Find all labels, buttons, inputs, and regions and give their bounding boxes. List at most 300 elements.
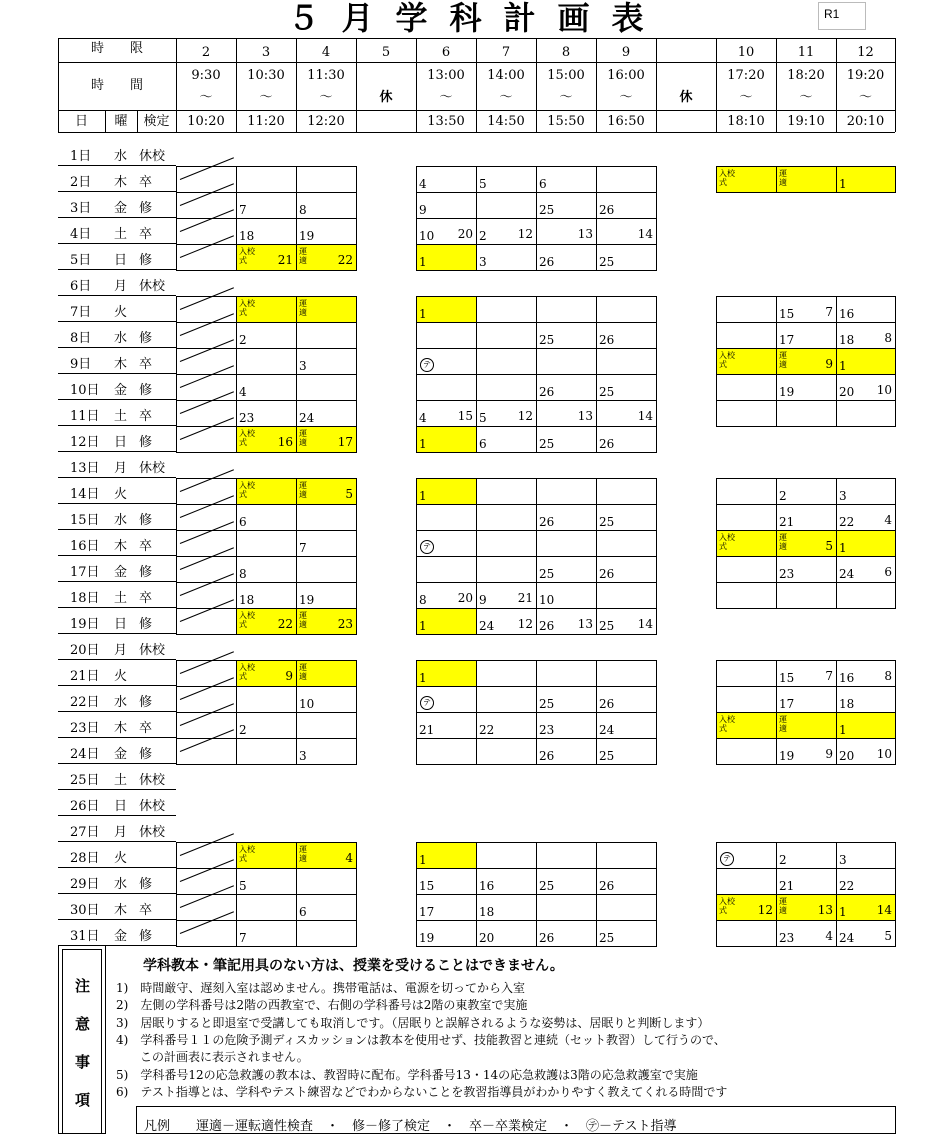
cell-label: 入校 式 bbox=[719, 715, 735, 733]
lesson-number: 26 bbox=[599, 333, 615, 347]
schedule-cell bbox=[476, 504, 537, 531]
kentei-label: 休校 bbox=[139, 799, 166, 814]
slash-cell bbox=[176, 582, 237, 609]
weekday-label: 水 bbox=[114, 149, 128, 164]
lesson-number: 25 bbox=[599, 385, 615, 399]
schedule-cell bbox=[596, 556, 657, 583]
lesson-number: 21 bbox=[779, 515, 795, 529]
kentei-label: 卒 bbox=[139, 591, 153, 606]
schedule-cell bbox=[596, 712, 657, 739]
slash-cell bbox=[176, 400, 237, 427]
evening-break-label: 休 bbox=[679, 90, 693, 105]
slash-cell bbox=[176, 868, 237, 895]
weekday-label: 金 bbox=[114, 201, 128, 216]
lesson-number-right: 9 bbox=[825, 357, 833, 371]
schedule-cell bbox=[596, 244, 657, 271]
schedule-cell bbox=[776, 530, 837, 557]
lesson-number: 1 bbox=[419, 437, 427, 451]
weekday-label: 木 bbox=[114, 357, 128, 372]
lesson-number: 18 bbox=[239, 229, 255, 243]
period-end-time: 11:20 bbox=[247, 114, 285, 129]
lesson-number-right: 9 bbox=[285, 669, 293, 683]
cell-label: 入校 式 bbox=[239, 481, 255, 499]
tilde-mark: 〜 bbox=[259, 90, 273, 105]
schedule-cell bbox=[236, 218, 297, 245]
schedule-cell bbox=[536, 894, 597, 921]
lesson-number: 19 bbox=[299, 229, 315, 243]
cell-label: 入校 式 bbox=[719, 351, 735, 369]
schedule-cell bbox=[236, 660, 297, 687]
kentei-label: 卒 bbox=[139, 539, 153, 554]
day-label: 17日 bbox=[70, 565, 100, 580]
lesson-number: 19 bbox=[779, 385, 795, 399]
jigen-label: 時 限 bbox=[90, 41, 143, 56]
lesson-number: 18 bbox=[479, 905, 495, 919]
lesson-number: 22 bbox=[839, 879, 855, 893]
schedule-cell bbox=[416, 582, 477, 609]
schedule-cell bbox=[416, 504, 477, 531]
day-label: 14日 bbox=[70, 487, 100, 502]
schedule-cell bbox=[476, 556, 537, 583]
kentei-label: 休校 bbox=[139, 149, 166, 164]
slash-cell bbox=[176, 608, 237, 635]
row-underline bbox=[58, 789, 176, 790]
lesson-number: 16 bbox=[839, 671, 855, 685]
slash-cell bbox=[176, 504, 237, 531]
row-underline bbox=[58, 243, 176, 244]
day-label: 12日 bbox=[70, 435, 100, 450]
schedule-cell bbox=[416, 322, 477, 349]
lesson-number: 6 bbox=[299, 905, 307, 919]
period-end-time: 13:50 bbox=[427, 114, 465, 129]
weekday-label: 土 bbox=[114, 227, 128, 242]
schedule-cell bbox=[836, 296, 896, 323]
lesson-number: 6 bbox=[539, 177, 547, 191]
weekday-label: 月 bbox=[114, 643, 128, 658]
lesson-number: 1 bbox=[419, 255, 427, 269]
slash-cell bbox=[176, 374, 237, 401]
schedule-cell bbox=[296, 296, 357, 323]
schedule-cell bbox=[716, 582, 777, 609]
schedule-cell bbox=[776, 374, 837, 401]
schedule-cell bbox=[776, 842, 837, 869]
weekday-label: 月 bbox=[114, 461, 128, 476]
schedule-cell bbox=[776, 738, 837, 765]
cell-label: 運 適 bbox=[779, 169, 787, 187]
cell-label: 運 適 bbox=[779, 533, 787, 551]
schedule-cell bbox=[296, 920, 357, 947]
schedule-cell bbox=[536, 504, 597, 531]
kentei-label: 修 bbox=[139, 617, 153, 632]
period-end-time: 14:50 bbox=[487, 114, 525, 129]
notes-headline: 学科教本・筆記用具のない方は、授業を受けることはできません。 bbox=[143, 958, 564, 974]
schedule-cell bbox=[776, 660, 837, 687]
schedule-cell bbox=[236, 608, 297, 635]
day-label: 1日 bbox=[70, 149, 92, 164]
test-guidance-mark: テ bbox=[720, 852, 734, 866]
schedule-cell bbox=[296, 348, 357, 375]
lesson-number: 18 bbox=[839, 333, 855, 347]
tilde-mark: 〜 bbox=[799, 90, 813, 105]
schedule-cell bbox=[836, 504, 896, 531]
slash-cell bbox=[176, 842, 237, 869]
kentei-label: 修 bbox=[139, 695, 153, 710]
lesson-number: 3 bbox=[839, 489, 847, 503]
notes-side-char: 項 bbox=[75, 1091, 91, 1109]
schedule-cell bbox=[536, 400, 597, 427]
schedule-cell bbox=[716, 660, 777, 687]
kentei-label: 修 bbox=[139, 435, 153, 450]
schedule-cell bbox=[236, 920, 297, 947]
lesson-number-right: 4 bbox=[345, 851, 353, 865]
schedule-cell bbox=[476, 166, 537, 193]
day-label: 19日 bbox=[70, 617, 100, 632]
row-underline bbox=[58, 919, 176, 920]
kentei-label: 卒 bbox=[139, 357, 153, 372]
schedule-cell bbox=[416, 868, 477, 895]
period-start-time: 10:30 bbox=[247, 68, 285, 83]
weekday-label: 水 bbox=[114, 877, 128, 892]
lesson-number: 21 bbox=[419, 723, 435, 737]
schedule-cell bbox=[596, 478, 657, 505]
schedule-cell bbox=[236, 504, 297, 531]
schedule-cell bbox=[716, 894, 777, 921]
weekday-label: 木 bbox=[114, 721, 128, 736]
schedule-cell bbox=[476, 374, 537, 401]
period-end-time: 12:20 bbox=[307, 114, 345, 129]
row-underline bbox=[58, 763, 176, 764]
period-start-time: 13:00 bbox=[427, 68, 465, 83]
lesson-number: 26 bbox=[539, 255, 555, 269]
cell-label: 入校 式 bbox=[719, 169, 735, 187]
schedule-cell bbox=[416, 192, 477, 219]
kentei-label: 修 bbox=[139, 383, 153, 398]
tilde-mark: 〜 bbox=[499, 90, 513, 105]
slash-cell bbox=[176, 920, 237, 947]
lesson-number: 26 bbox=[599, 697, 615, 711]
day-label: 18日 bbox=[70, 591, 100, 606]
lesson-number: 25 bbox=[539, 697, 555, 711]
schedule-cell bbox=[836, 348, 896, 375]
schedule-cell bbox=[536, 192, 597, 219]
lesson-number: 25 bbox=[539, 879, 555, 893]
schedule-cell bbox=[716, 166, 777, 193]
lesson-number: 23 bbox=[779, 567, 795, 581]
schedule-cell bbox=[296, 374, 357, 401]
schedule-cell bbox=[296, 608, 357, 635]
schedule-cell bbox=[536, 842, 597, 869]
schedule-cell bbox=[776, 296, 837, 323]
lesson-number: 8 bbox=[299, 203, 307, 217]
lesson-number: 2 bbox=[239, 333, 247, 347]
period-start-time: 14:00 bbox=[487, 68, 525, 83]
schedule-cell bbox=[776, 166, 837, 193]
lesson-number: 26 bbox=[539, 515, 555, 529]
schedule-cell bbox=[836, 920, 896, 947]
day-label: 10日 bbox=[70, 383, 100, 398]
row-underline bbox=[58, 529, 176, 530]
day-col-label: 日 bbox=[74, 114, 88, 129]
kentei-label: 修 bbox=[139, 201, 153, 216]
tilde-mark: 〜 bbox=[619, 90, 633, 105]
schedule-cell bbox=[476, 660, 537, 687]
schedule-cell bbox=[476, 530, 537, 557]
schedule-cell bbox=[476, 686, 537, 713]
schedule-cell bbox=[716, 842, 777, 869]
lesson-number-right: 13 bbox=[577, 409, 593, 423]
lesson-number: 10 bbox=[539, 593, 555, 607]
lesson-number: 7 bbox=[299, 541, 307, 555]
slash-cell bbox=[176, 686, 237, 713]
schedule-cell bbox=[476, 244, 537, 271]
schedule-cell bbox=[596, 296, 657, 323]
cell-label: 運 適 bbox=[779, 351, 787, 369]
weekday-col-label: 曜 bbox=[114, 114, 128, 129]
slash-cell bbox=[176, 218, 237, 245]
schedule-cell bbox=[296, 192, 357, 219]
schedule-cell bbox=[236, 426, 297, 453]
lesson-number: 3 bbox=[479, 255, 487, 269]
schedule-cell bbox=[596, 400, 657, 427]
period-end-time: 19:10 bbox=[787, 114, 825, 129]
notes-side-char: 事 bbox=[75, 1053, 91, 1071]
schedule-cell bbox=[296, 686, 357, 713]
schedule-cell bbox=[596, 894, 657, 921]
lesson-number: 21 bbox=[779, 879, 795, 893]
day-label: 11日 bbox=[70, 409, 100, 424]
schedule-cell bbox=[776, 400, 837, 427]
row-underline bbox=[58, 867, 176, 868]
schedule-cell bbox=[836, 842, 896, 869]
lesson-number: 4 bbox=[419, 411, 427, 425]
schedule-cell bbox=[476, 322, 537, 349]
row-underline bbox=[58, 633, 176, 634]
note-item: 5) 学科番号12の応急救護の教本は、教習時に配布。学科番号13・14の応急救護は3階の応急救護室で実施 bbox=[116, 1067, 698, 1082]
schedule-cell bbox=[236, 166, 297, 193]
row-underline bbox=[58, 581, 176, 582]
diagonal-slash bbox=[180, 287, 234, 310]
row-underline bbox=[58, 555, 176, 556]
jikan-label: 時 間 bbox=[90, 78, 143, 93]
schedule-cell bbox=[536, 686, 597, 713]
lesson-number: 16 bbox=[839, 307, 855, 321]
lesson-number: 2 bbox=[239, 723, 247, 737]
row-underline bbox=[58, 399, 176, 400]
schedule-cell bbox=[596, 192, 657, 219]
day-label: 9日 bbox=[70, 357, 92, 372]
period-end-time: 18:10 bbox=[727, 114, 765, 129]
schedule-cell bbox=[236, 192, 297, 219]
lesson-number-right: 5 bbox=[825, 539, 833, 553]
lesson-number: 19 bbox=[419, 931, 435, 945]
schedule-cell bbox=[416, 920, 477, 947]
kentei-label: 修 bbox=[139, 877, 153, 892]
lesson-number: 25 bbox=[599, 931, 615, 945]
lesson-number: 18 bbox=[239, 593, 255, 607]
slash-cell bbox=[176, 244, 237, 271]
lesson-number: 19 bbox=[779, 749, 795, 763]
period-number: 9 bbox=[621, 45, 631, 60]
schedule-cell bbox=[776, 920, 837, 947]
lesson-number: 4 bbox=[419, 177, 427, 191]
weekday-label: 水 bbox=[114, 331, 128, 346]
lesson-number-right: 20 bbox=[457, 227, 473, 241]
row-underline bbox=[58, 607, 176, 608]
lesson-number-right: 4 bbox=[825, 929, 833, 943]
schedule-cell bbox=[236, 322, 297, 349]
schedule-cell bbox=[536, 296, 597, 323]
schedule-cell bbox=[416, 348, 477, 375]
row-underline bbox=[58, 815, 176, 816]
schedule-cell bbox=[476, 738, 537, 765]
schedule-cell bbox=[536, 218, 597, 245]
grid-line bbox=[656, 38, 657, 132]
kentei-label: 修 bbox=[139, 747, 153, 762]
kentei-label: 卒 bbox=[139, 227, 153, 242]
day-label: 22日 bbox=[70, 695, 100, 710]
schedule-cell bbox=[776, 556, 837, 583]
schedule-cell bbox=[536, 348, 597, 375]
row-underline bbox=[58, 477, 176, 478]
lesson-number: 1 bbox=[839, 177, 847, 191]
schedule-cell bbox=[296, 712, 357, 739]
lesson-number: 1 bbox=[839, 723, 847, 737]
schedule-cell bbox=[776, 322, 837, 349]
schedule-cell bbox=[596, 322, 657, 349]
schedule-cell bbox=[536, 244, 597, 271]
period-number: 8 bbox=[561, 45, 571, 60]
period-number: 5 bbox=[381, 45, 391, 60]
schedule-cell bbox=[716, 868, 777, 895]
row-underline bbox=[58, 893, 176, 894]
schedule-cell bbox=[836, 660, 896, 687]
lesson-number: 26 bbox=[599, 203, 615, 217]
schedule-cell bbox=[296, 738, 357, 765]
weekday-label: 水 bbox=[114, 513, 128, 528]
lesson-number: 15 bbox=[419, 879, 435, 893]
lesson-number: 20 bbox=[839, 385, 855, 399]
period-number: 10 bbox=[737, 45, 755, 60]
slash-cell bbox=[176, 348, 237, 375]
day-label: 26日 bbox=[70, 799, 100, 814]
day-label: 28日 bbox=[70, 851, 100, 866]
kentei-label: 卒 bbox=[139, 409, 153, 424]
lesson-number: 22 bbox=[479, 723, 495, 737]
schedule-cell bbox=[716, 478, 777, 505]
kentei-label: 修 bbox=[139, 331, 153, 346]
lesson-number: 2 bbox=[779, 489, 787, 503]
day-label: 24日 bbox=[70, 747, 100, 762]
note-item: 4) 学科番号１１の危険予測ディスカッションは教本を使用せず、技能教習と連続（セット教習）して行うので、 bbox=[116, 1032, 726, 1047]
lesson-number: 1 bbox=[839, 359, 847, 373]
lesson-number: 26 bbox=[539, 385, 555, 399]
note-item: 6) テスト指導とは、学科やテスト練習などでわからないことを教習指導員がわかりやすく教えてくれる時間です bbox=[116, 1084, 728, 1099]
note-item: 3) 居眠りすると即退室で受講しても取消しです。（居眠りと誤解されるような姿勢は、居眠りと判断します） bbox=[116, 1015, 710, 1030]
lesson-number-right: 10 bbox=[876, 747, 892, 761]
lesson-number: 25 bbox=[539, 203, 555, 217]
row-underline bbox=[58, 841, 176, 842]
lesson-number: 10 bbox=[419, 229, 435, 243]
lesson-number: 1 bbox=[419, 671, 427, 685]
day-label: 8日 bbox=[70, 331, 92, 346]
lesson-number: 23 bbox=[239, 411, 255, 425]
kentei-label: 休校 bbox=[139, 279, 166, 294]
cell-label: 運 適 bbox=[299, 247, 307, 265]
tilde-mark: 〜 bbox=[199, 90, 213, 105]
row-underline bbox=[58, 451, 176, 452]
schedule-cell bbox=[416, 738, 477, 765]
schedule-cell bbox=[476, 192, 537, 219]
schedule-cell bbox=[476, 920, 537, 947]
diagonal-slash bbox=[180, 833, 234, 856]
weekday-label: 水 bbox=[114, 695, 128, 710]
cell-label: 入校 式 bbox=[239, 845, 255, 863]
kentei-label: 卒 bbox=[139, 721, 153, 736]
row-underline bbox=[58, 217, 176, 218]
schedule-cell bbox=[236, 244, 297, 271]
lesson-number: 1 bbox=[419, 489, 427, 503]
lesson-number-right: 7 bbox=[825, 669, 833, 683]
lesson-number-right: 21 bbox=[277, 253, 293, 267]
schedule-cell bbox=[836, 322, 896, 349]
schedule-cell bbox=[416, 686, 477, 713]
schedule-cell bbox=[416, 608, 477, 635]
lesson-number: 6 bbox=[479, 437, 487, 451]
row-underline bbox=[58, 711, 176, 712]
day-label: 4日 bbox=[70, 227, 92, 242]
cell-label: 運 適 bbox=[299, 663, 307, 681]
slash-cell bbox=[176, 322, 237, 349]
schedule-cell bbox=[236, 712, 297, 739]
lesson-number: 17 bbox=[779, 333, 795, 347]
lesson-number: 17 bbox=[419, 905, 435, 919]
lesson-number: 25 bbox=[599, 619, 615, 633]
test-guidance-mark: テ bbox=[420, 696, 434, 710]
period-number: 3 bbox=[261, 45, 271, 60]
period-start-time: 15:00 bbox=[547, 68, 585, 83]
tilde-mark: 〜 bbox=[559, 90, 573, 105]
day-label: 31日 bbox=[70, 929, 100, 944]
schedule-cell bbox=[596, 660, 657, 687]
lunch-break-label: 休 bbox=[379, 90, 393, 105]
weekday-label: 月 bbox=[114, 825, 128, 840]
test-guidance-mark: テ bbox=[420, 358, 434, 372]
schedule-cell bbox=[296, 218, 357, 245]
lesson-number: 1 bbox=[839, 905, 847, 919]
period-number: 6 bbox=[441, 45, 451, 60]
lesson-number: 2 bbox=[479, 229, 487, 243]
schedule-cell bbox=[476, 582, 537, 609]
lesson-number-right: 12 bbox=[517, 617, 533, 631]
schedule-cell bbox=[776, 868, 837, 895]
weekday-label: 火 bbox=[114, 305, 128, 320]
lesson-number-right: 14 bbox=[637, 409, 653, 423]
period-start-time: 17:20 bbox=[727, 68, 765, 83]
weekday-label: 火 bbox=[114, 669, 128, 684]
note-item: この計画表に表示されません。 bbox=[116, 1050, 309, 1065]
schedule-cell bbox=[836, 400, 896, 427]
weekday-label: 火 bbox=[114, 851, 128, 866]
cell-label: 運 適 bbox=[299, 481, 307, 499]
lesson-number: 20 bbox=[839, 749, 855, 763]
lesson-number: 2 bbox=[779, 853, 787, 867]
schedule-cell bbox=[236, 296, 297, 323]
schedule-cell bbox=[236, 738, 297, 765]
kentei-label: 休校 bbox=[139, 773, 166, 788]
test-guidance-mark: テ bbox=[420, 540, 434, 554]
weekday-label: 木 bbox=[114, 903, 128, 918]
lesson-number: 9 bbox=[419, 203, 427, 217]
